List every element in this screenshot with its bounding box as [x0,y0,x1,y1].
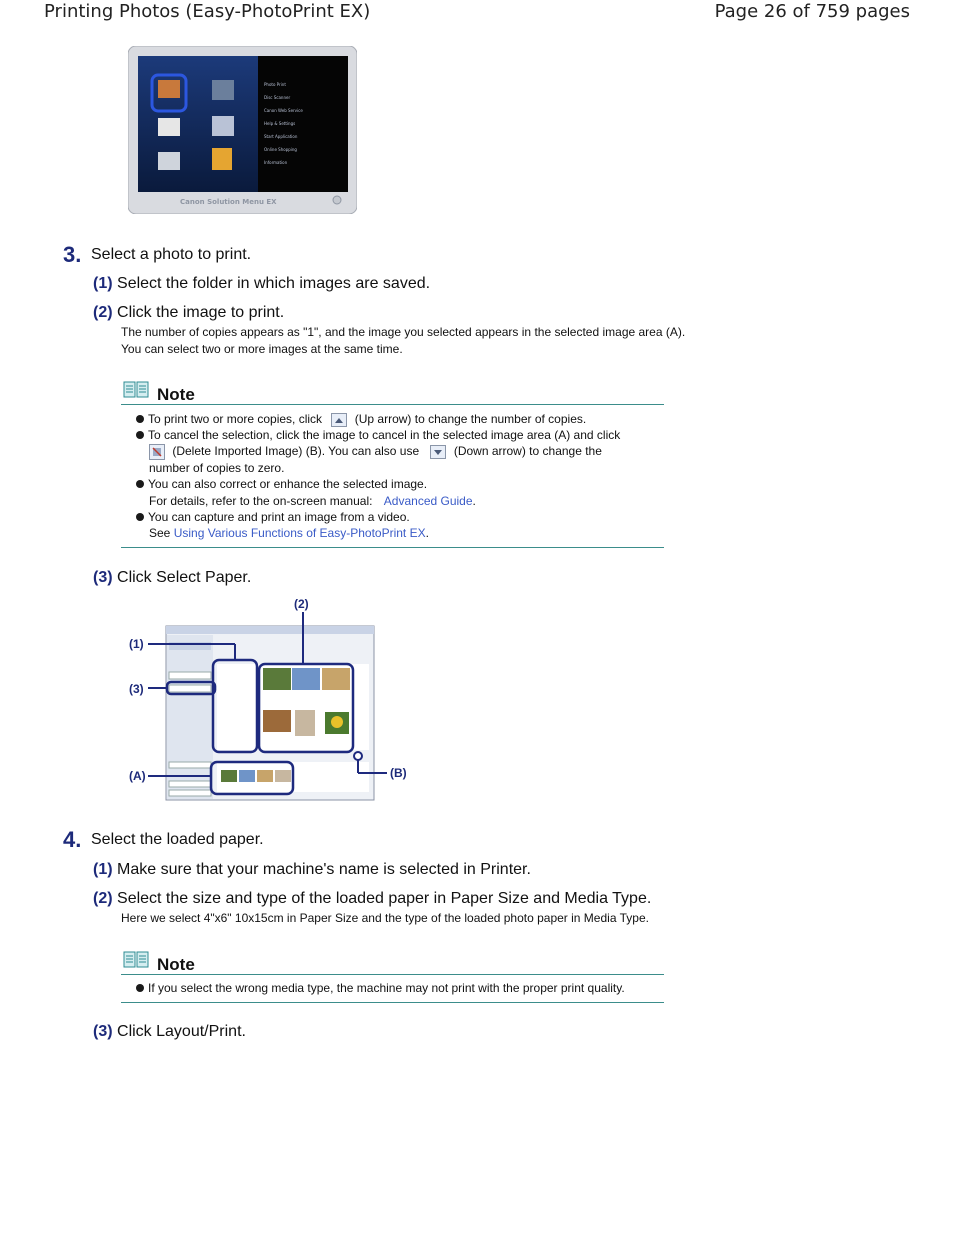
sub-text: Select the size and type of the loaded paper in Paper Size and Media Type. [117,890,652,907]
down-arrow-button-icon [430,445,446,459]
up-arrow-button-icon [331,413,347,427]
sub-text: Click the image to print. [117,304,285,321]
note-title: Note [157,385,195,404]
sub-text: Click Layout/Print. [117,1023,246,1040]
callout-1: (1) [129,637,144,651]
note-header [121,380,664,405]
note-1-bullet-4: You can capture and print an image from a video. [148,510,410,524]
note-1-bullet-3: You can also correct or enhance the selected image. [148,477,428,491]
solution-menu-screenshot [128,46,357,214]
step-4-sub-2-desc: Here we select 4"x6" 10x15cm in Paper Size and the type of the loaded photo paper in Media Type. [121,911,649,925]
page-number: Page 26 of 759 pages [714,1,910,22]
solution-menu-item: Online Shopping [264,147,297,152]
step-3-sub-2-desc-2: You can select two or more images at the same time. [121,342,403,356]
step-3-text: Select a photo to print. [91,246,252,263]
solution-menu-footer: Canon Solution Menu EX [180,198,277,206]
note-title: Note [157,955,195,974]
step-3-number: 3. [63,242,82,267]
sub-text: Make sure that your machine's name is selected in Printer. [117,861,531,878]
callout-2: (2) [294,597,309,611]
note-text: . [425,526,429,540]
note-text: . [472,494,476,508]
note-text: (Up arrow) to change the number of copies. [354,412,587,426]
step-3-sub-1 [93,275,430,293]
note-book-icon [123,380,149,400]
sub-number: (2) [93,304,113,321]
note-1-bullet-4-cont [149,526,429,540]
bullet-icon [136,480,144,488]
photo-print-window-image [125,596,415,806]
callout-3: (3) [129,682,144,696]
note-1-bullet-2: To cancel the selection, click the image to cancel in the selected image area (A) and click [148,428,621,442]
note-book-icon [123,950,149,970]
sub-text: Select the folder in which images are saved. [117,275,431,292]
note-box [121,950,664,1003]
step-4-text: Select the loaded paper. [91,831,264,848]
solution-menu-item: Help & Settings [264,121,296,126]
bullet-icon [136,984,144,992]
note-text: To print two or more copies, click [148,412,323,426]
callout-a: (A) [129,769,146,783]
solution-menu-item: Disc Scanner [264,95,291,100]
note-text: For details, refer to the on-screen manual: [149,494,373,508]
note-text: (Down arrow) to change the [453,444,602,459]
step-3-sub-2-desc-1: The number of copies appears as "1", and the image you selected appears in the selected image area (A). [121,325,686,339]
solution-menu-item: Start Application [264,134,298,139]
note-1-bullet-1 [148,412,586,427]
note-1-bullet-3-cont [149,494,476,508]
note-1-bullet-2-end: number of copies to zero. [149,461,285,475]
using-various-functions-link[interactable]: Using Various Functions of Easy-PhotoPrint EX [173,526,426,540]
delete-imported-image-icon [149,444,165,460]
step-4-sub-3 [93,1023,246,1041]
solution-menu-item: Canon Web Service [264,108,303,113]
bullet-icon [136,513,144,521]
solution-menu-item: Photo Print [264,82,286,87]
advanced-guide-link[interactable]: Advanced Guide [383,494,473,508]
step-3-sub-3 [93,569,251,587]
step-4-sub-1 [93,861,531,879]
bullet-icon [136,415,144,423]
step-3-sub-2 [93,304,284,322]
callout-b: (B) [390,766,407,780]
note-header [121,950,664,975]
sub-text: Click Select Paper. [117,569,252,586]
sub-number: (3) [93,1023,113,1040]
bullet-icon [136,431,144,439]
solution-menu-image [128,46,357,214]
step-4-number: 4. [63,827,82,852]
note-2-bullet-1: If you select the wrong media type, the machine may not print with the proper print quality. [148,981,625,995]
sub-number: (2) [93,890,113,907]
sub-number: (3) [93,569,113,586]
solution-menu-item: Information [264,160,288,165]
step-4-sub-2 [93,890,651,908]
note-text: See [149,526,171,540]
photo-print-screenshot [125,596,415,806]
note-text: (Delete Imported Image) (B). You can also use [172,444,420,459]
sub-number: (1) [93,861,113,878]
note-1-bullet-2-cont [149,444,602,460]
page-title: Printing Photos (Easy-PhotoPrint EX) [44,1,371,22]
sub-number: (1) [93,275,113,292]
